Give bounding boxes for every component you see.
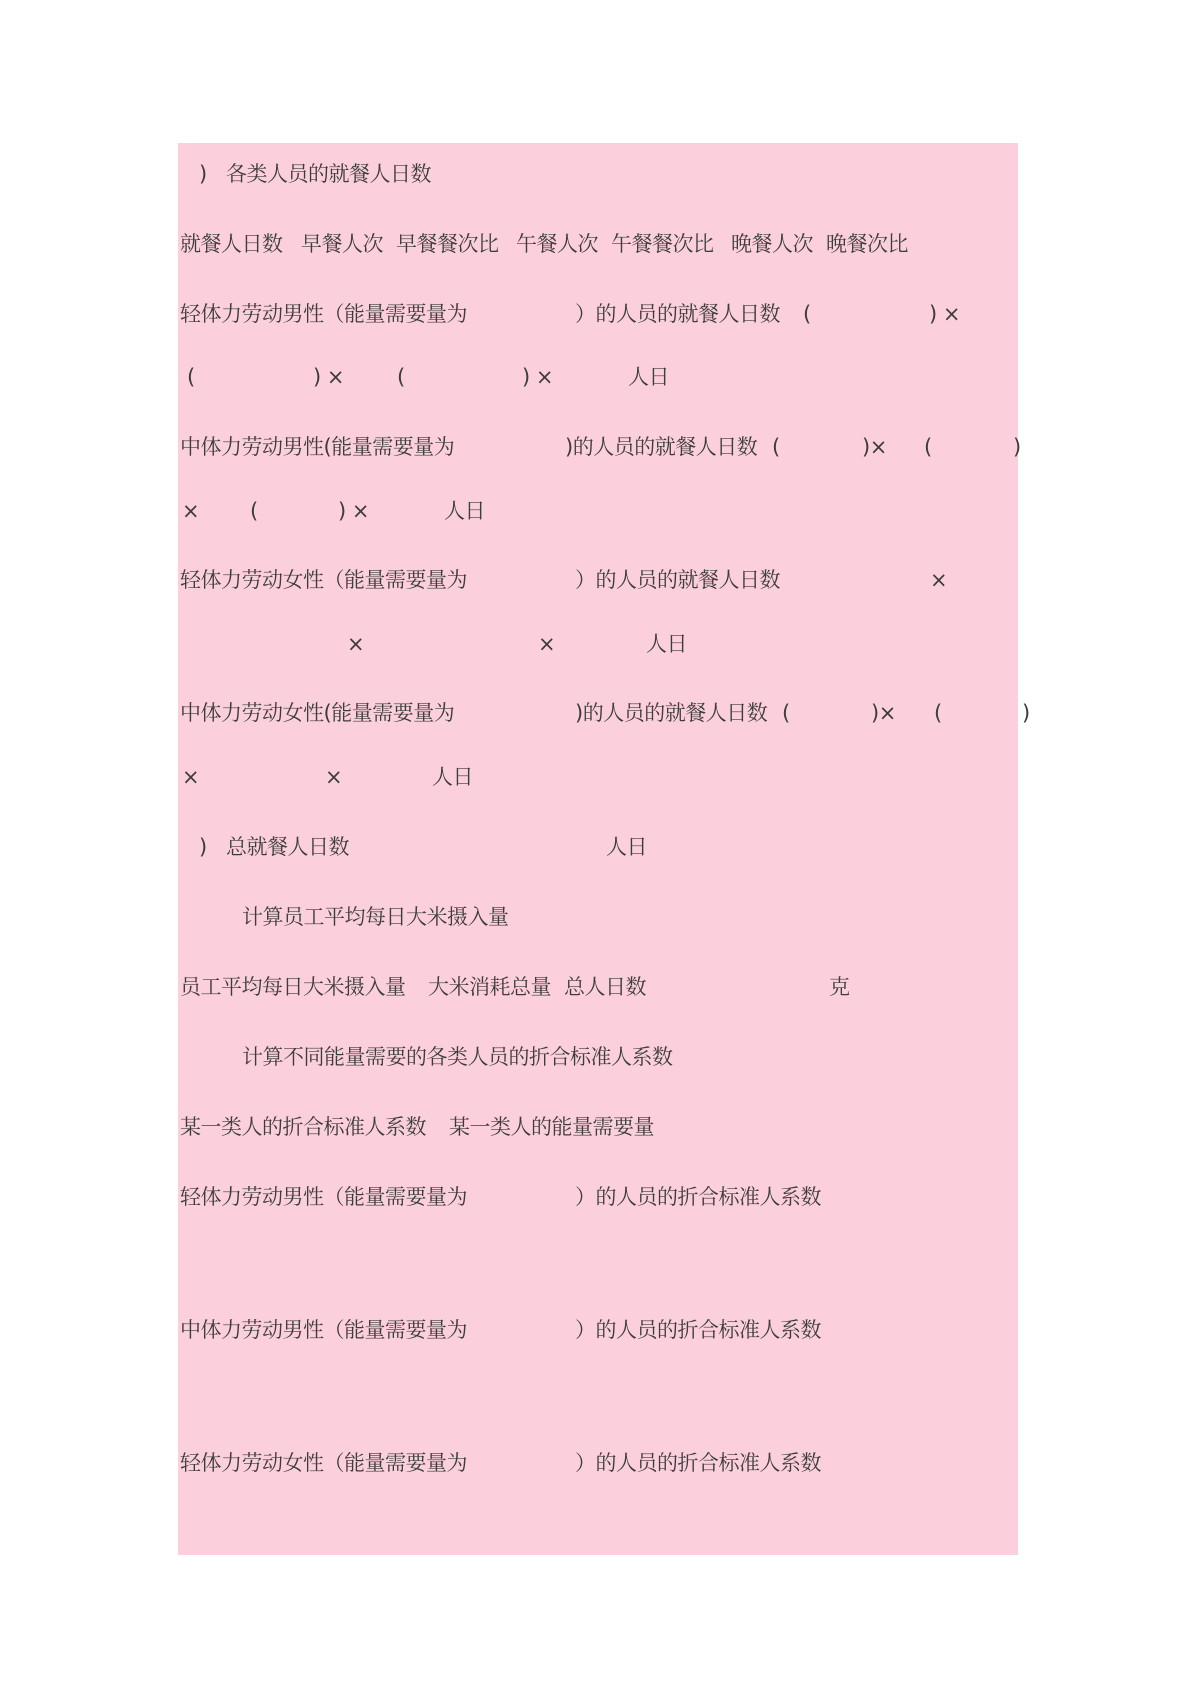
blank-paren: )× xyxy=(862,435,887,459)
blank-paren: ) × xyxy=(313,365,344,389)
multiply-sign: × xyxy=(182,765,200,789)
row-label: 中体力劳动女性(能量需要量为 xyxy=(180,701,455,725)
section-paren: ) xyxy=(199,835,207,859)
formula-term: 午餐人次 xyxy=(516,232,598,256)
blank-paren: ) × xyxy=(929,302,960,326)
multiply-sign: × xyxy=(347,632,365,656)
row-suffix: )的人员的就餐人日数 xyxy=(575,701,768,725)
row-label: 中体力劳动男性(能量需要量为 xyxy=(180,435,455,459)
formula-term: 晚餐人次 xyxy=(731,232,813,256)
row-label: 轻体力劳动男性（能量需要量为 xyxy=(180,302,467,326)
row-label: 轻体力劳动女性（能量需要量为 xyxy=(180,1451,467,1475)
blank-paren: ( xyxy=(782,701,790,725)
blank-paren: ( xyxy=(250,499,258,523)
section-paren: ) xyxy=(199,162,207,186)
formula-term: 就餐人日数 xyxy=(180,232,283,256)
section-heading: 各类人员的就餐人日数 xyxy=(226,162,431,186)
row-suffix: ）的人员的就餐人日数 xyxy=(575,568,780,592)
blank-paren: ( xyxy=(397,365,405,389)
blank-paren: ) xyxy=(1013,435,1021,459)
multiply-sign: × xyxy=(930,568,948,592)
blank-paren: ) xyxy=(1022,701,1030,725)
row-suffix: )的人员的就餐人日数 xyxy=(565,435,758,459)
blank-paren: ) × xyxy=(522,365,553,389)
row-label: 轻体力劳动女性（能量需要量为 xyxy=(180,568,467,592)
row-label: 轻体力劳动男性（能量需要量为 xyxy=(180,1185,467,1209)
row-suffix: ）的人员的折合标准人系数 xyxy=(575,1451,821,1475)
formula-term: 早餐餐次比 xyxy=(396,232,499,256)
blank-paren: ) × xyxy=(338,499,369,523)
blank-paren: )× xyxy=(871,701,896,725)
formula-term: 总人日数 xyxy=(564,975,646,999)
row-suffix: ）的人员的折合标准人系数 xyxy=(575,1318,821,1342)
section-heading: 计算员工平均每日大米摄入量 xyxy=(242,905,509,929)
formula-term: 晚餐次比 xyxy=(826,232,908,256)
unit-label: 人日 xyxy=(606,835,647,859)
blank-paren: ( xyxy=(803,302,811,326)
formula-term: 午餐餐次比 xyxy=(611,232,714,256)
section-heading: 计算不同能量需要的各类人员的折合标准人系数 xyxy=(242,1045,673,1069)
unit-label: 人日 xyxy=(432,765,473,789)
unit-label: 克 xyxy=(829,975,850,999)
formula-term: 员工平均每日大米摄入量 xyxy=(180,975,406,999)
row-suffix: ）的人员的就餐人日数 xyxy=(575,302,780,326)
formula-term: 早餐人次 xyxy=(301,232,383,256)
unit-label: 人日 xyxy=(444,499,485,523)
formula-term: 某一类人的能量需要量 xyxy=(449,1115,654,1139)
unit-label: 人日 xyxy=(646,632,687,656)
section-heading: 总就餐人日数 xyxy=(226,835,349,859)
multiply-sign: × xyxy=(325,765,343,789)
row-suffix: ）的人员的折合标准人系数 xyxy=(575,1185,821,1209)
multiply-sign: × xyxy=(182,499,200,523)
blank-paren: ( xyxy=(772,435,780,459)
formula-term: 大米消耗总量 xyxy=(428,975,551,999)
blank-paren: ( xyxy=(924,435,932,459)
multiply-sign: × xyxy=(538,632,556,656)
formula-term: 某一类人的折合标准人系数 xyxy=(180,1115,426,1139)
row-label: 中体力劳动男性（能量需要量为 xyxy=(180,1318,467,1342)
unit-label: 人日 xyxy=(628,365,669,389)
blank-paren: ( xyxy=(187,365,195,389)
blank-paren: ( xyxy=(934,701,942,725)
